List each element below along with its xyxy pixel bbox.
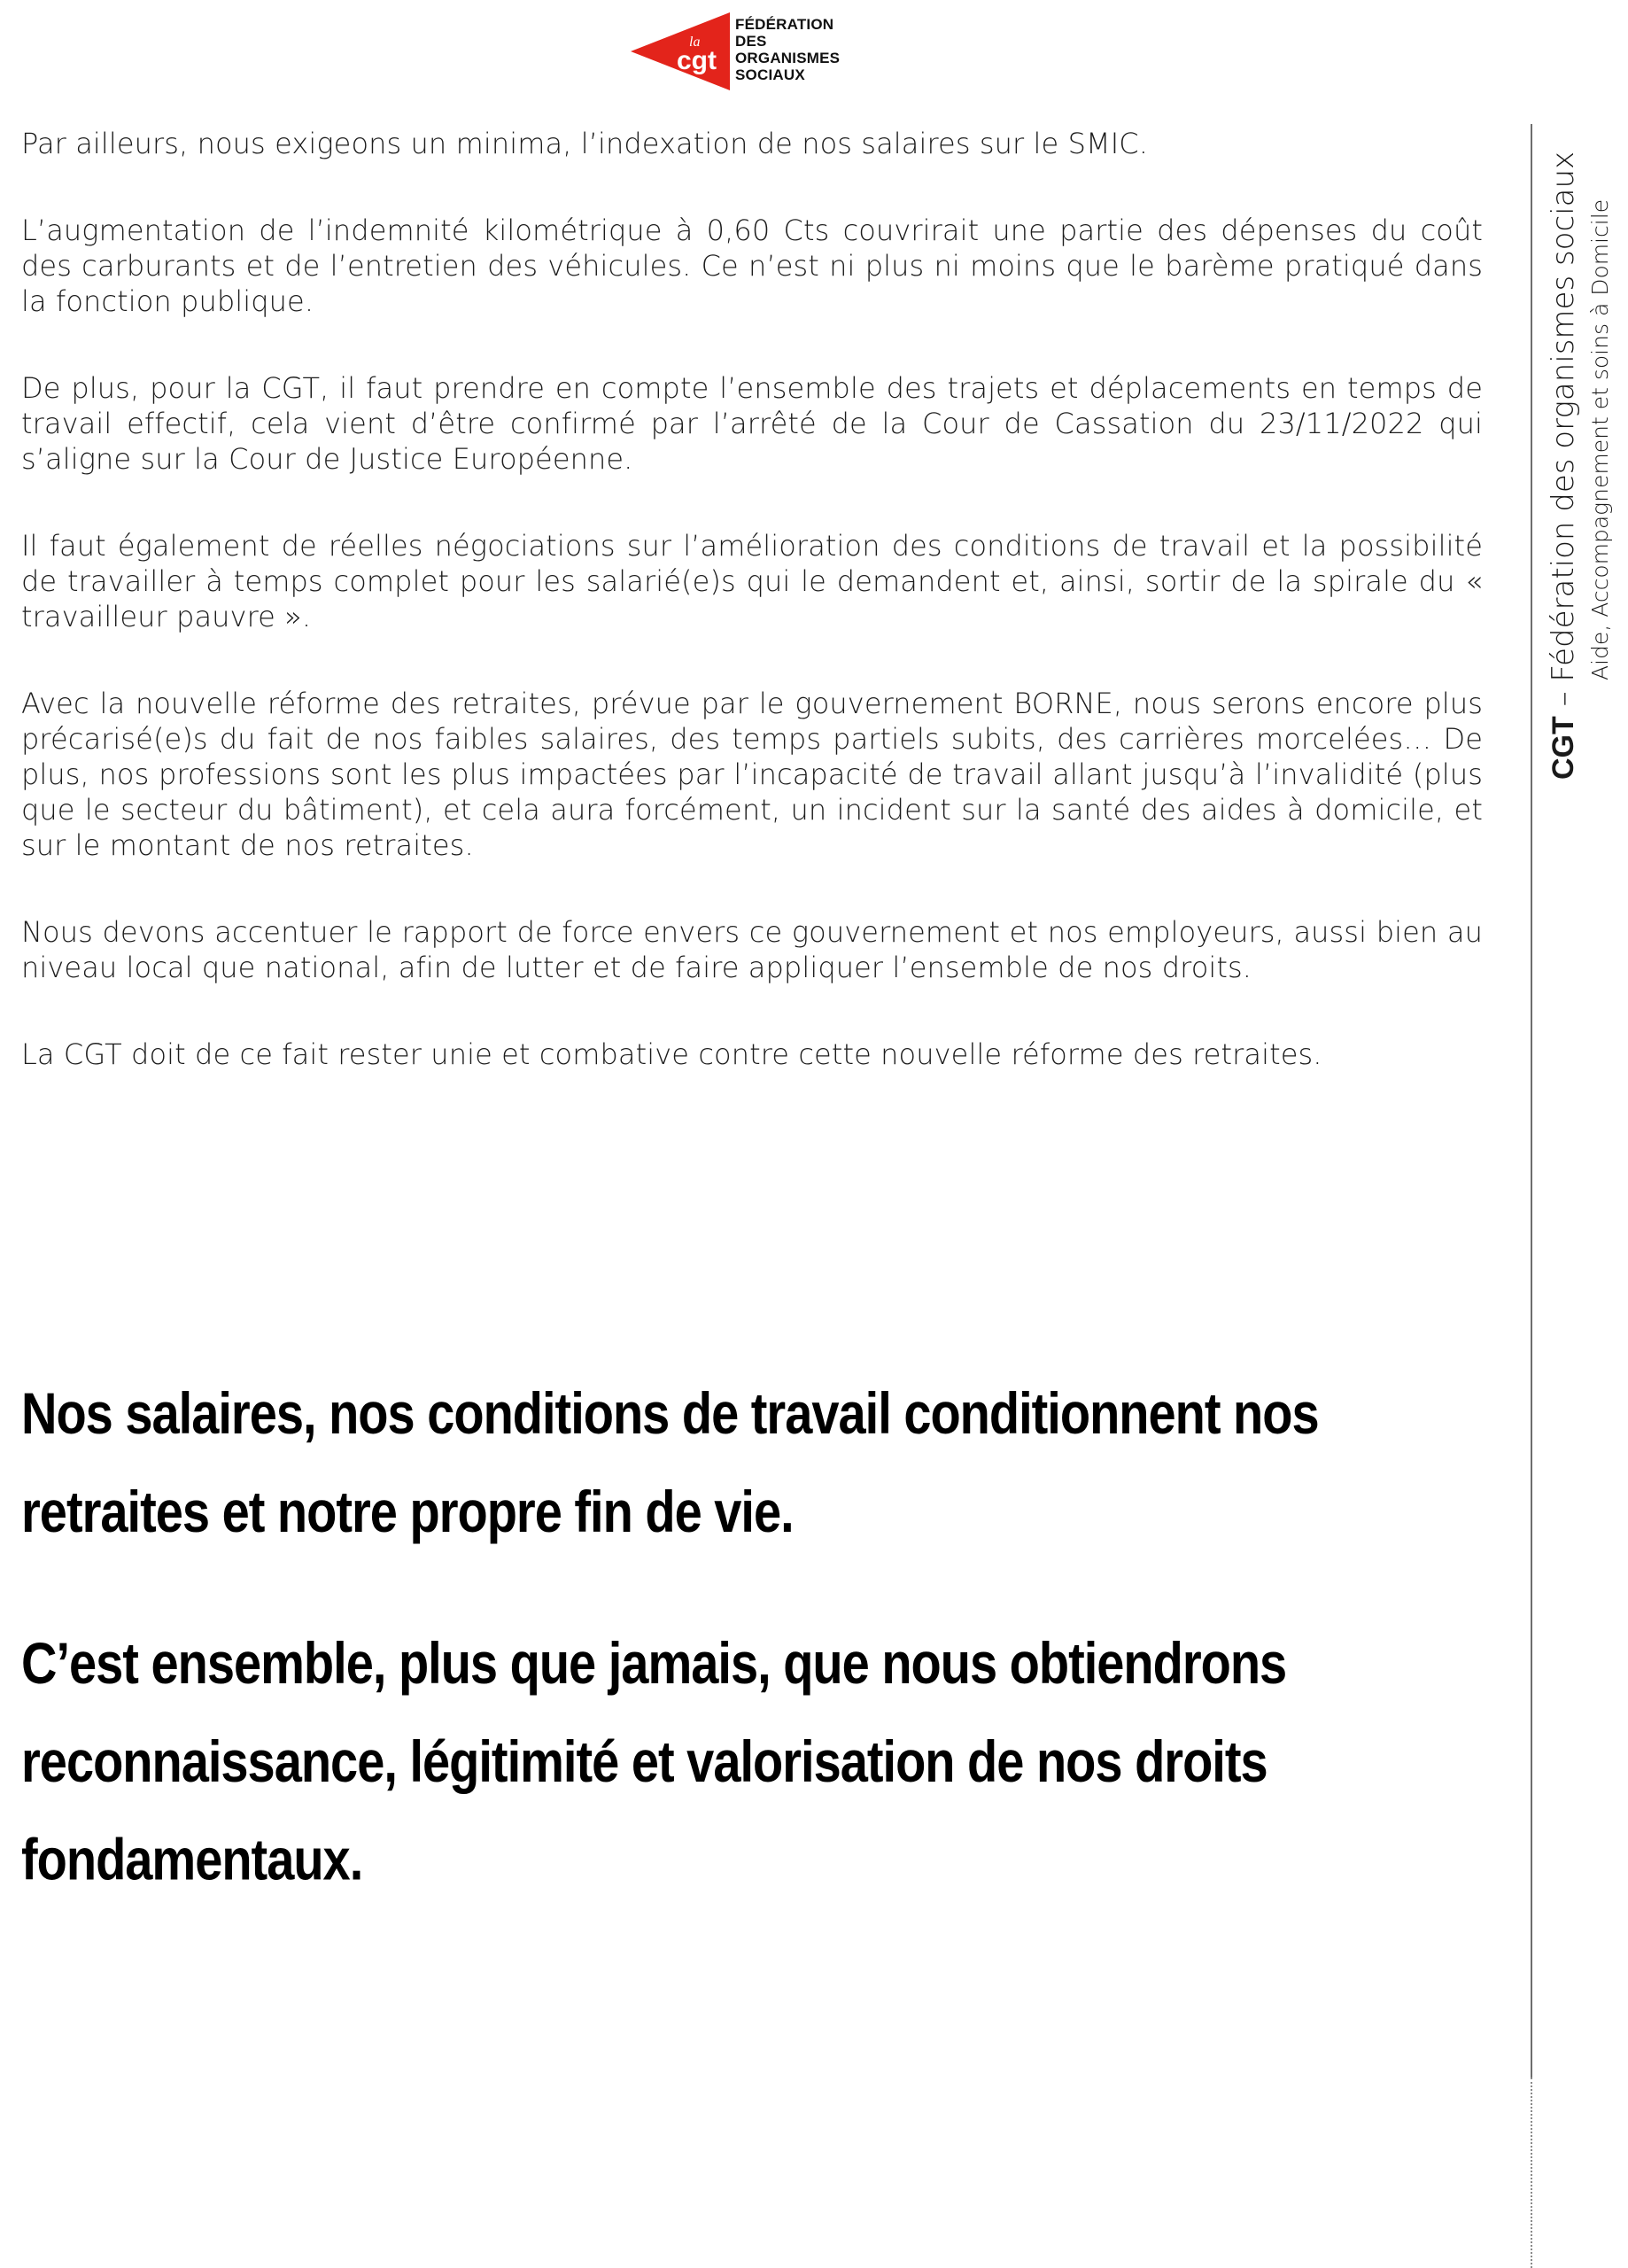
sidebar-title-bold: CGT [1547,716,1580,780]
paragraph: Avec la nouvelle réforme des retraites, prévue par le gouvernement BORNE, nous serons encore plus précarisé(e)s du fait de nos faibles salaires, des temps partiels subits, des carrières morcelées… De plus, nos professions sont les plus impactées par l’incapacité de travail allant jusqu’à l’invalidité (plus que le secteur du bâtiment), et cela aura forcément, un incident sur la santé des aides à domicile, et sur le montant de nos retraites. [21,687,1483,862]
logo-line: FÉDÉRATION [735,16,834,33]
cgt-logo [631,12,861,90]
slogan: C’est ensemble, plus que jamais, que nous obtiendrons reconnaissance, légitimité et valorisation de nos droits fondamentaux. [21,1629,1287,1892]
paragraph: La CGT doit de ce fait rester unie et combative contre cette nouvelle réforme des retraites. [21,1037,1322,1071]
letter-body [21,126,1483,1072]
sidebar-title-rest: – Fédération des organismes sociaux [1546,151,1581,717]
logo-wordmark [735,16,840,83]
sidebar-divider [1531,124,1532,2078]
slogans [21,1364,1456,1947]
sidebar-title [1546,151,1581,780]
svg-text:cgt: cgt [677,46,717,75]
sidebar-subtitle: Aide, Accompagnement et soins à Domicile [1587,198,1613,680]
paragraph: Par ailleurs, nous exigeons un minima, l’indexation de nos salaires sur le SMIC. [21,127,1148,160]
cgt-triangle-icon [631,12,730,90]
paragraph: Nous devons accentuer le rapport de force envers ce gouvernement et nos employeurs, aussi bien au niveau local que national, afin de lutter et de faire appliquer l’ensemble de nos droits. [21,915,1483,984]
paragraph: De plus, pour la CGT, il faut prendre en compte l’ensemble des trajets et déplacements en temps de travail effectif, cela vient d’être confirmé par l’arrêté de la Cour de Cassation du 23/11/2022 qui s’aligne sur la Cour de Justice Européenne. [21,371,1483,476]
slogan: Nos salaires, nos conditions de travail conditionnent nos retraites et notre propre fin de vie. [21,1379,1319,1544]
logo-line: DES [735,33,767,50]
logo-line: SOCIAUX [735,66,805,83]
paragraph: Il faut également de réelles négociations sur l’amélioration des conditions de travail et la possibilité de travailler à temps complet pour les salarié(e)s qui le demandent et, ainsi, sortir de la spirale du « travailleur pauvre ». [21,529,1483,633]
svg-text:la: la [689,35,701,50]
logo-line: ORGANISMES [735,50,841,66]
sidebar-divider-dotted [1531,2078,1532,2268]
paragraph: L’augmentation de l’indemnité kilométrique à 0,60 Cts couvrirait une partie des dépenses du coût des carburants et de l’entretien des véhicules. Ce n’est ni plus ni moins que le barème pratiqué dans la fonction publique. [21,214,1483,318]
